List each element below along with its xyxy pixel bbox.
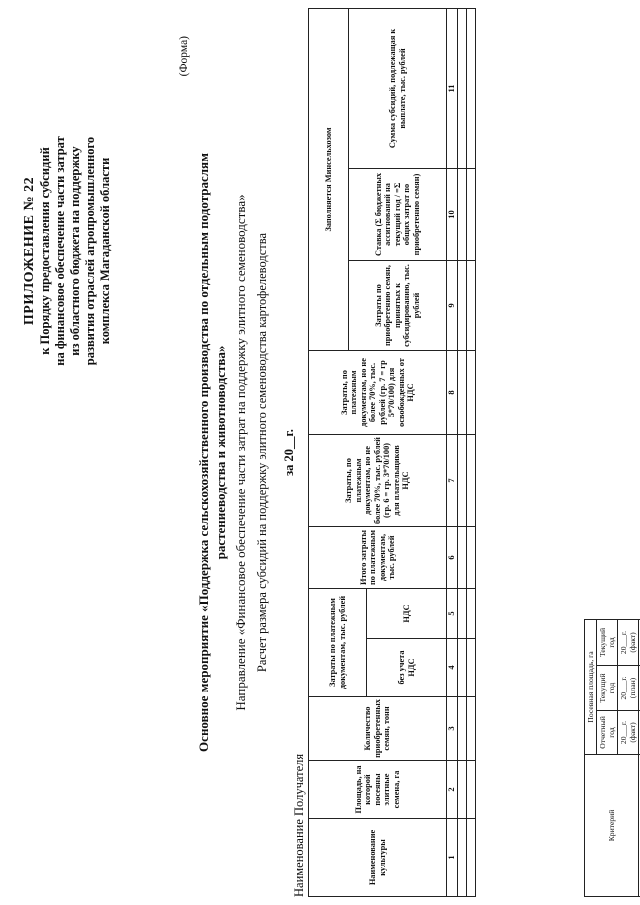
- header-without-vat: без учета НДС: [367, 639, 447, 697]
- appendix-line: комплекса Магаданской области: [98, 157, 112, 345]
- column-number: 1: [447, 819, 458, 897]
- header-area: Площадь, на которой посеяны элитные семена, га: [309, 761, 447, 819]
- column-number: 9: [447, 260, 458, 350]
- column-number: 10: [447, 168, 458, 260]
- column-number: 4: [447, 639, 458, 697]
- column-number: 6: [447, 526, 458, 588]
- measure-title-line2: растениеводства и животноводства»: [213, 345, 228, 560]
- header-quantity: Количество приобретенных семян, тонн: [309, 697, 447, 761]
- calculation-title: Расчет размера субсидий на поддержку элитного семеноводства картофелеводства: [255, 232, 269, 673]
- column-number: 8: [447, 350, 458, 434]
- header-cost-vat-exempt: Затраты, по платежным документам, но не более 70%, тыс. рублей (гр. 7 = гр 5*70/100) для освобожденных от НДС: [309, 350, 447, 434]
- criteria-table: [584, 619, 640, 897]
- column-number: 11: [447, 8, 458, 168]
- column-number: 3: [447, 697, 458, 761]
- table-row: [457, 8, 466, 896]
- column-number: 7: [447, 434, 458, 526]
- header-rate: Ставка (Σ бюджетных ассигнований на текущий год / =Σ общих затрат по приобретению семян): [349, 168, 447, 260]
- direction-title: Направление «Финансовое обеспечение части затрат на поддержку элитного семеноводства»: [233, 194, 248, 711]
- appendix-header: [22, 36, 113, 466]
- criteria-header-criterion: Критерий: [585, 755, 639, 897]
- header-crop-name: Наименование культуры: [309, 819, 447, 897]
- column-number: 5: [447, 588, 458, 638]
- measure-title-line1: Основное мероприятие «Поддержка сельскохозяйственного производства по отдельным подотраслям: [196, 153, 211, 752]
- criteria-period-label: Отчетный год: [597, 711, 618, 755]
- period-title: за 20__г.: [282, 429, 296, 476]
- column-number: 2: [447, 761, 458, 819]
- header-total-cost: Итого затраты по платежным документам, тыс. рублей: [309, 526, 447, 588]
- form-label: (Форма): [178, 36, 190, 77]
- header-subsidy-amount: Сумма субсидий, подлежащая к выплате, тыс. рублей: [349, 8, 447, 168]
- criteria-header-area: Посевная площадь, га: [585, 619, 597, 754]
- appendix-line: развития отраслей агропромышленного: [83, 136, 97, 366]
- criteria-period-year: 20___г. (факт): [618, 711, 639, 755]
- header-cost-vat-payers: Затраты, по платежным документам, но не более 70%, тыс. рублей (гр. 6 = гр. 3*70/100) для плательщиков НДС: [309, 434, 447, 526]
- header-vat: НДС: [367, 588, 447, 638]
- recipient-label: Наименование Получателя: [292, 753, 306, 897]
- table-row: [466, 8, 475, 896]
- criteria-period-label: Текущий год: [597, 619, 618, 665]
- criteria-period-label: Текущий год: [597, 666, 618, 711]
- header-cost-group: Затраты по платежным документам, тыс. рублей: [309, 588, 367, 696]
- subsidy-calculation-table: [308, 8, 476, 897]
- header-accepted-costs: Затраты по приобретению семян, принятых к субсидированию, тыс. рублей: [349, 260, 447, 350]
- criteria-period-year: 20___г. (факт): [618, 619, 639, 665]
- appendix-line: из областного бюджета на поддержку: [68, 146, 82, 356]
- appendix-line: на финансовое обеспечение части затрат: [53, 136, 67, 366]
- appendix-number: ПРИЛОЖЕНИЕ № 22: [22, 176, 37, 326]
- criteria-period-year: 20___г. (план): [618, 666, 639, 711]
- appendix-line: к Порядку предоставления субсидий: [38, 147, 52, 355]
- header-filled-by-ministry: Заполняется Минсельхозом: [309, 8, 349, 350]
